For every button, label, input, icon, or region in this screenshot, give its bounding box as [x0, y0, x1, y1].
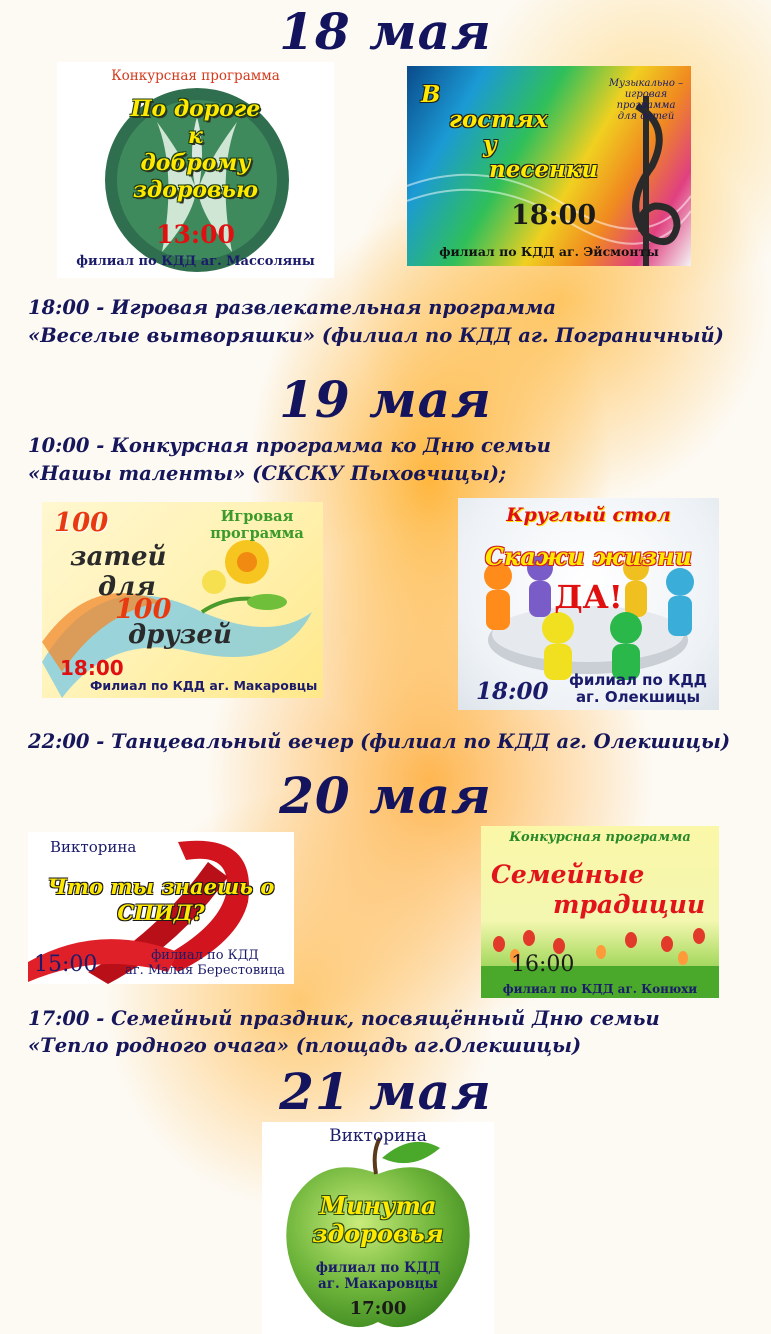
- card-place: филиал по КДД аг. Массоляны: [76, 254, 315, 269]
- date-heading-21: 21 мая: [279, 1062, 492, 1121]
- event-line: 18:00 - Игровая развлекательная программа: [28, 296, 557, 319]
- card-time: 18:00: [476, 678, 549, 705]
- event-line: 10:00 - Конкурсная программа ко Дню семьи: [28, 434, 551, 457]
- event-card-aids-quiz[interactable]: [28, 832, 294, 984]
- card-subtitle: Игровая программа: [210, 508, 304, 542]
- card-word: друзей: [128, 620, 232, 650]
- card-title: Что ты знаешь о СПИД?: [47, 874, 275, 925]
- card-word: для: [98, 572, 156, 602]
- card-time: 15:00: [34, 952, 98, 977]
- number-100: 100: [54, 508, 109, 538]
- event-card-healthy-road[interactable]: [57, 62, 334, 278]
- card-time: 18:00: [60, 656, 124, 680]
- card-time: 18:00: [511, 200, 597, 231]
- card-side-text: Музыкально – игровая программа для детей: [608, 78, 684, 122]
- card-place: филиал по КДД аг. Конюхи: [502, 982, 698, 996]
- card-place: филиал по КДД аг. Олекшицы: [568, 671, 708, 706]
- event-card-song-visit[interactable]: [407, 66, 691, 266]
- card-subtitle: Круглый стол: [506, 504, 671, 526]
- number-100: 100: [115, 594, 172, 625]
- card-subtitle: Конкурсная программа: [509, 830, 691, 845]
- event-line: «Тепло родного очага» (площадь аг.Олекшицы): [28, 1034, 582, 1057]
- card-title: Семейные традиции: [491, 860, 706, 919]
- card-subtitle: Викторина: [329, 1126, 427, 1146]
- date-heading-20: 20 мая: [279, 766, 492, 825]
- event-card-family-traditions[interactable]: [481, 826, 719, 998]
- card-place: филиал по КДД аг. Малая Берестовица: [125, 948, 285, 978]
- card-title: В гостях у песенки: [421, 81, 599, 183]
- card-time: 17:00: [349, 1298, 407, 1319]
- card-subtitle: Конкурсная программа: [111, 68, 280, 84]
- card-time: 13:00: [156, 220, 235, 249]
- card-title: Скажи жизни: [484, 542, 693, 571]
- card-place: филиал по КДД аг. Эйсмонты: [439, 244, 659, 259]
- date-heading-18: 18 мая: [279, 2, 492, 61]
- card-title: По дороге к доброму здоровью: [130, 96, 261, 203]
- event-card-round-table[interactable]: [458, 498, 719, 710]
- event-line: 22:00 - Танцевальный вечер (филиал по КДД аг. Олекшицы): [28, 730, 731, 753]
- card-title-da: ДА!: [554, 578, 623, 616]
- event-card-health-minute[interactable]: [262, 1122, 494, 1334]
- event-line: «Веселые вытворяшки» (филиал по КДД аг. Пограничный): [28, 324, 724, 347]
- card-word: затей: [70, 542, 167, 572]
- card-subtitle: Викторина: [50, 838, 137, 856]
- card-time: 16:00: [511, 952, 575, 977]
- event-line: 17:00 - Семейный праздник, посвящённый Дню семьи: [28, 1007, 660, 1030]
- card-place: Филиал по КДД аг. Макаровцы: [90, 678, 318, 693]
- event-line: «Нашы таленты» (СКСКУ Пыховчицы);: [28, 462, 507, 485]
- event-card-100-ideas[interactable]: [42, 502, 323, 698]
- date-heading-19: 19 мая: [279, 370, 492, 429]
- card-title: Минута здоровья: [312, 1191, 444, 1248]
- card-place: филиал по КДД аг. Макаровцы: [315, 1260, 441, 1292]
